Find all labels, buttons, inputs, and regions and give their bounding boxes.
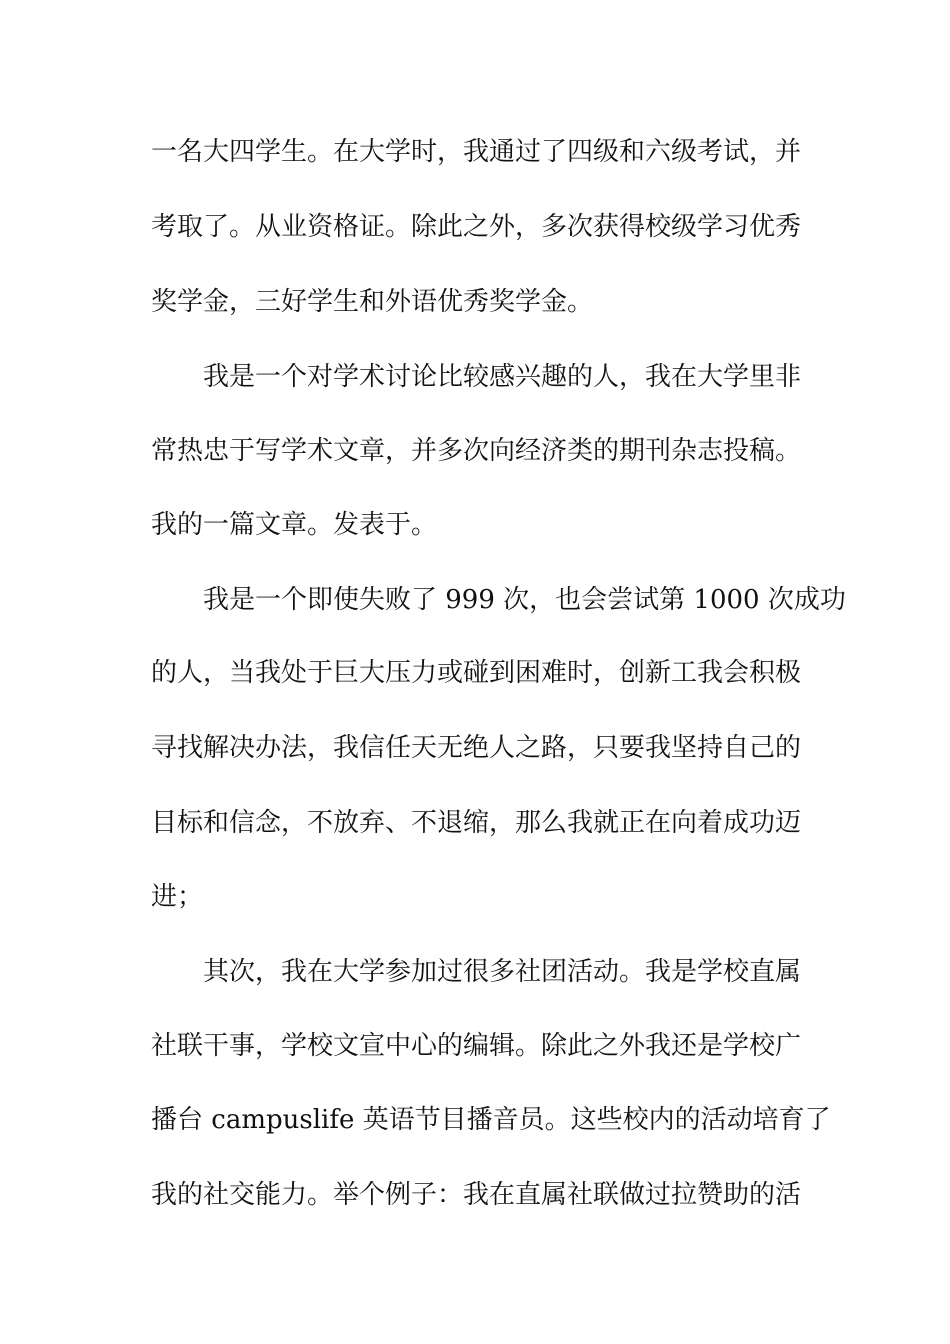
text-line: 社联干事，学校文宣中心的编辑。除此之外我还是学校广: [151, 1031, 802, 1061]
text-line: 我的社交能力。举个例子：我在直属社联做过拉赞助的活: [151, 1180, 802, 1210]
text-line: 播台 campuslife 英语节目播音员。这些校内的活动培育了: [151, 1105, 831, 1135]
text-line: 常热忠于写学术文章，并多次向经济类的期刊杂志投稿。: [151, 436, 802, 466]
text-line: 我是一个对学术讨论比较感兴趣的人，我在大学里非: [203, 362, 802, 392]
text-line: 进；: [151, 882, 204, 912]
text-line: 我是一个即使失败了 999 次，也会尝试第 1000 次成功: [203, 585, 846, 615]
text-line: 考取了。从业资格证。除此之外，多次获得校级学习优秀: [151, 212, 802, 242]
text-line: 目标和信念，不放弃、不退缩，那么我就正在向着成功迈: [151, 808, 802, 838]
text-line: 一名大四学生。在大学时，我通过了四级和六级考试，并: [151, 137, 802, 167]
text-line: 的人，当我处于巨大压力或碰到困难时，创新工我会积极: [151, 658, 802, 688]
text-line: 其次，我在大学参加过很多社团活动。我是学校直属: [203, 957, 802, 987]
text-line: 寻找解决办法，我信任天无绝人之路，只要我坚持自己的: [151, 733, 802, 763]
text-line: 我的一篇文章。发表于。: [151, 510, 438, 540]
text-line: 奖学金，三好学生和外语优秀奖学金。: [151, 287, 594, 317]
